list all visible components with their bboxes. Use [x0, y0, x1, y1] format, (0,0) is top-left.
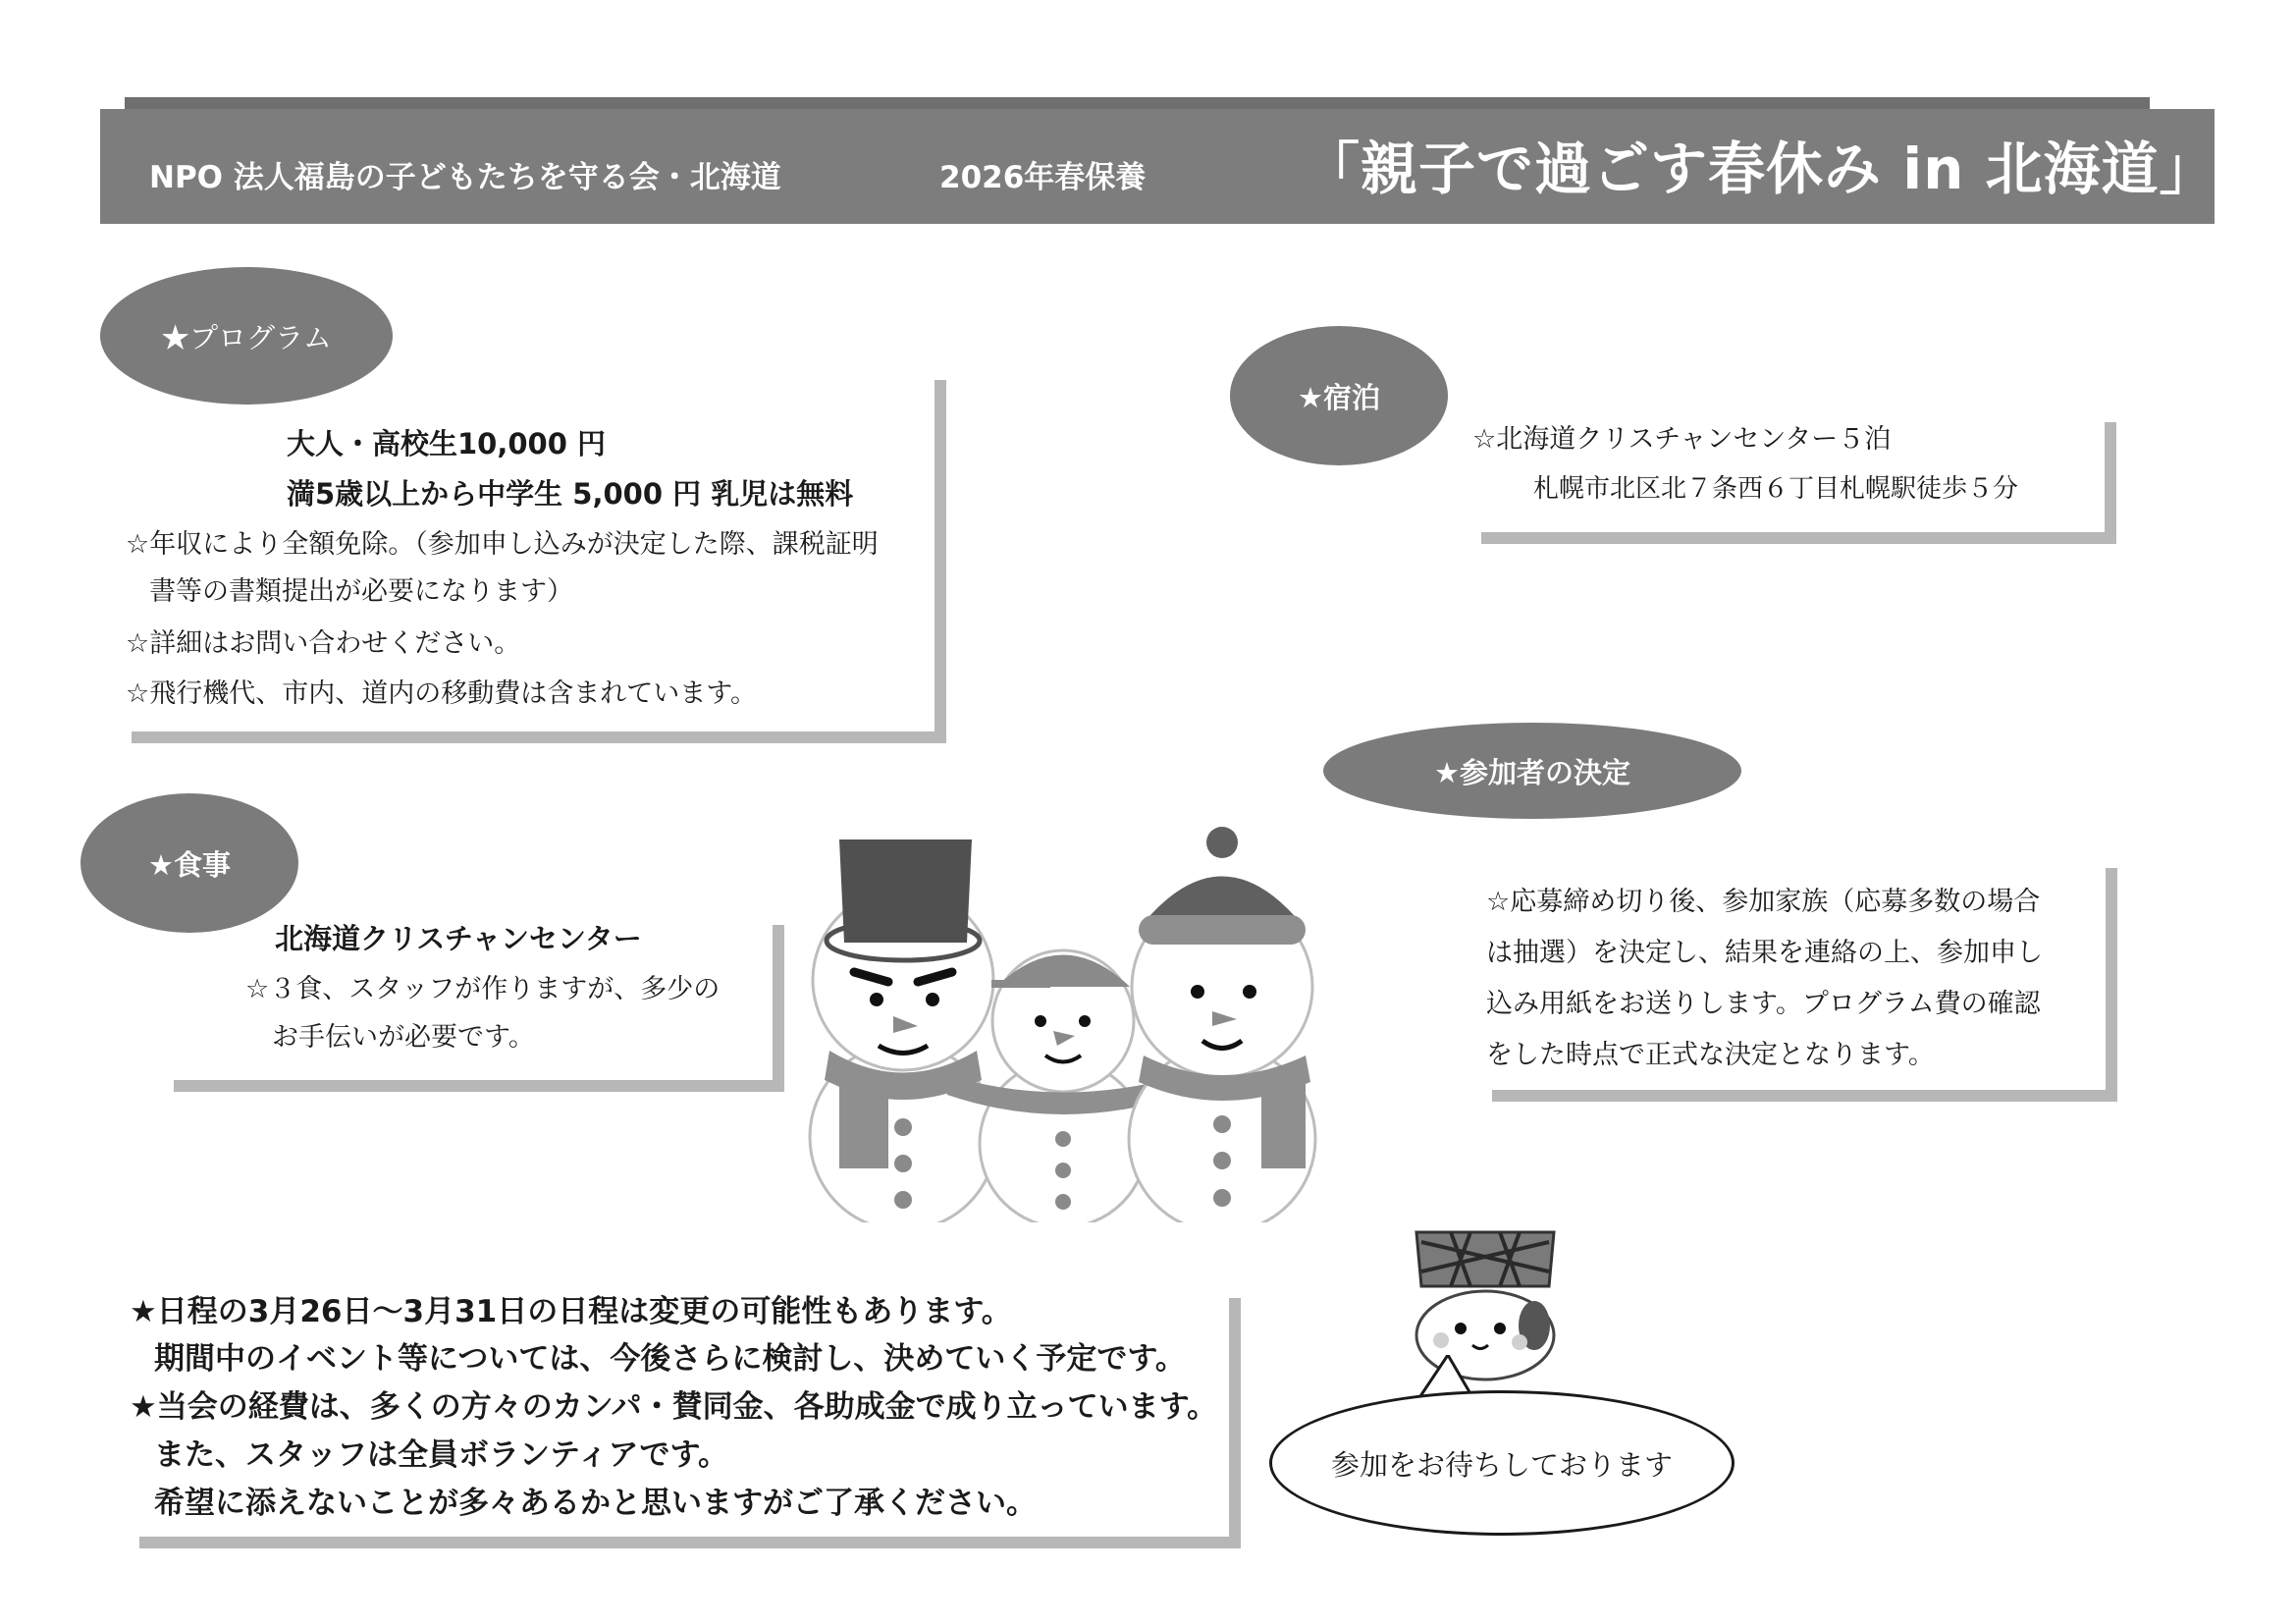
lodging-label: ★宿泊 [1230, 326, 1448, 465]
notes-line-5: 希望に添えないことが多々あるかと思いますがご了承ください。 [154, 1486, 1037, 1521]
meals-note-2: お手伝いが必要です。 [272, 1022, 535, 1053]
meals-note-1: ☆３食、スタッフが作りますが、多少の [245, 974, 721, 1004]
page-title: 「親子で過ごす春休み in 北海道」 [1303, 135, 2217, 202]
program-fee-adult: 大人・高校生10,000 円 [287, 427, 607, 460]
program-note-travel: ☆飛行機代、市内、道内の移動費は含まれています。 [126, 678, 758, 709]
program-label: ★プログラム [100, 267, 393, 405]
speech-bubble-text: 参加をお待ちしております [1330, 1447, 1673, 1482]
snowman-right-icon [1129, 827, 1315, 1222]
meals-place: 北海道クリスチャンセンター [275, 922, 642, 955]
participants-line-1: ☆応募締め切り後、参加家族（応募多数の場合 [1486, 887, 2041, 917]
organization-name: NPO 法人福島の子どもたちを守る会・北海道 [149, 160, 781, 195]
snowmen-illustration [800, 825, 1345, 1222]
participants-label: ★参加者の決定 [1323, 723, 1741, 819]
participants-line-3: 込み用紙をお送りします。プログラム費の確認 [1486, 989, 2041, 1019]
notes-line-3: ★当会の経費は、多くの方々のカンパ・賛同金、各助成金で成り立っています。 [130, 1389, 1218, 1425]
meals-label: ★食事 [80, 793, 298, 933]
speech-bubble [1269, 1390, 1735, 1536]
notes-line-4: また、スタッフは全員ボランティアです。 [154, 1437, 728, 1473]
program-year: 2026年春保養 [939, 160, 1147, 195]
participants-line-2: は抽選）を決定し、結果を連絡の上、参加申し [1486, 938, 2043, 968]
notes-line-2: 期間中のイベント等については、今後さらに検討し、決めていく予定です。 [154, 1341, 1186, 1377]
notes-line-1: ★日程の3月26日～3月31日の日程は変更の可能性もあります。 [130, 1294, 1012, 1329]
lodging-place: ☆北海道クリスチャンセンター５泊 [1472, 424, 1892, 455]
lodging-address: 札幌市北区北７条西６丁目札幌駅徒歩５分 [1533, 474, 2019, 504]
snowman-left-icon [810, 839, 996, 1222]
program-note-details: ☆詳細はお問い合わせください。 [126, 628, 521, 659]
program-note-income-1: ☆年収により全額免除。（参加申し込みが決定した際、課税証明 [126, 529, 879, 560]
program-note-income-2: 書等の書類提出が必要になります） [149, 576, 573, 607]
header-top-shadow [125, 97, 2150, 109]
program-fee-child: 満5歳以上から中学生 5,000 円 乳児は無料 [287, 477, 854, 511]
participants-line-4: をした時点で正式な決定となります。 [1486, 1040, 1935, 1070]
header-banner [100, 109, 2215, 224]
